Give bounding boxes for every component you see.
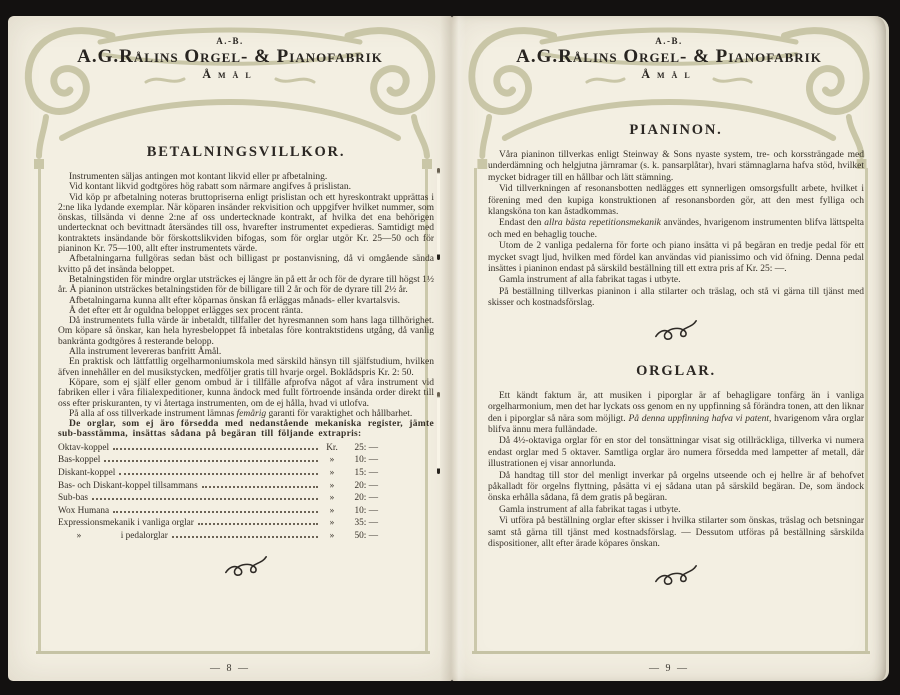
price-list-row — [58, 453, 378, 466]
body-text — [488, 150, 864, 310]
paragraph — [488, 391, 864, 437]
page-number: — 8 — — [210, 663, 250, 674]
dot-leader — [198, 516, 318, 525]
price-currency: » — [329, 518, 335, 529]
company-name: A.G.Rålins Orgel- & Pianofabrik — [516, 46, 822, 67]
paragraph-text: Ett kändt faktum är, att musiken i piporglar är af behagligare tonfärg än i vanliga orgelharmonium, men det har lyckats oss genom en ny uppfinning så förändra tonen, att den liknar den i piporglar så nära som möjligt. — [488, 390, 864, 424]
paragraph: Vid kontant likvid godtgöres hög rabatt som närmare angifves å prislistan. — [69, 182, 351, 193]
price-item-label: » i pedalorglar — [58, 530, 168, 541]
paragraph: Då 4½-oktaviga orglar för en stor del tonsättningar visat sig otillräckliga, tillverka vi numera endast orglar med 5 oktaver. Samtliga orglar äro numera försedda med lampetter af metall, där illustrationen ej visar annorlunda. — [488, 436, 864, 470]
price-list-row — [58, 479, 378, 492]
company-prefix: A.-B. — [216, 36, 244, 46]
price-item-label: Sub-bas — [58, 493, 88, 504]
paragraph: Vi utföra på beställning orglar efter skisser i hvilka stilarter som önskas, träslag och betsningar samt stå gärna till tjänst med kostnadsförslag. — Dessutom utföras på beställning särskilda dispositioner, allt efter ärade köpares önskan. — [488, 516, 864, 549]
calligraphic-flourish-icon — [488, 563, 864, 592]
masthead — [452, 36, 886, 81]
price-item-label: Bas- och Diskant-koppel tillsammans — [58, 480, 198, 491]
body-text — [488, 391, 864, 551]
dot-leader — [104, 453, 318, 462]
price-item-label: Wox Humana — [58, 505, 110, 516]
page-left — [8, 16, 452, 681]
calligraphic-flourish-icon — [488, 318, 864, 347]
price-list-row — [58, 491, 378, 504]
paragraph — [58, 409, 434, 419]
price-item-label: Expressionsmekanik i vanliga orglar — [58, 518, 194, 529]
frame-bottom-rule — [36, 651, 430, 654]
company-city: Åmål — [641, 67, 697, 81]
paragraph: Alla instrument levereras banfritt Åmål. — [69, 347, 222, 358]
frame-side-line — [38, 168, 41, 651]
calligraphic-flourish-icon — [58, 554, 434, 583]
paragraph-text: Endast den — [499, 218, 545, 229]
paragraph-text: , hvarigenom våra orglar blifva ännu mera fulländade. — [488, 413, 864, 435]
price-currency: » — [329, 467, 335, 478]
paragraph: Vid tillverkningen af resonansbotten nedlägges ett synnerligen omsorgsfullt arbete, hvilket i förening med den kupiga konstruktionen af resonansborden gör, att den mest fylliga och klangsköna ton kan åstadkommas. — [488, 184, 864, 218]
paragraph: Köpare, som ej själf eller genom ombud är i tillfälle afprofva något af våra instrument vid fabriken eller i våra filialexpeditioner, kunna ändock med fullt förtroende insända order direkt till oss efter priskuranten, ty vi återtaga instrumenten, om de ej hålla, hvad vi utlofva. — [58, 377, 434, 409]
price-item-label: Diskant-koppel — [58, 467, 116, 478]
paragraph: Vid köp pr afbetalning noteras bruttopriserna enligt prislistan och ett hyreskontrakt upprättas i 2:ne lika lydande exemplar. När köparen insänder rekvisition och uppgifver hvilket nummer, som önskas, tillsända vi denne 2:ne af oss undertecknade kontrakt, af hvilka det ena behörigen undertecknat och bevittnadt återsändes till oss, hvarefter instrumentet expedieras. Samtidigt med kontraktets insändande bör förskottslikviden bifogas, som för orglar utgör Kr. 25—50 och för pianinon Kr. 75—100, allt efter instrumentets värde. — [58, 192, 434, 255]
paragraph: Gamla instrument af alla fabrikat tagas i utbyte. — [499, 275, 681, 286]
paragraph: Våra pianinon tillverkas enligt Steinway & Sons nyaste system, tre- och korssträngade med underdämning och helgjutna järnramar (s. k. pansarplåtar), hvari stämnaglarna hafva stöd, hvilket mycket bidrager till en hållbar och lätt stämning. — [488, 150, 864, 183]
price-list-row — [58, 504, 378, 517]
price-amount: 20: — — [354, 493, 378, 504]
price-list-row — [58, 516, 378, 529]
emphasized-text: femårig — [236, 408, 267, 419]
dot-leader — [113, 441, 318, 450]
paragraph: Betalningstiden för mindre orglar utsträckes ej längre än på ett år och för de dyrare till högst 1½ år. Å pianinon utsträckes betalningstiden för de billigare till 2 år och för de dyrare till 2½ år. — [58, 274, 434, 296]
paragraph-text: garanti för varaktighet och hållbarhet. — [266, 408, 413, 419]
emphasized-text: allra bästa repetitionsmekanik — [544, 218, 661, 229]
company-prefix: A.-B. — [655, 36, 683, 46]
paragraph: På beställning tillverkas pianinon i alla stilarter och träslag, och stå vi gärna till tjänst med skisser och kostnadsförslag. — [488, 286, 864, 309]
price-currency: » — [329, 505, 335, 516]
price-list-intro: De orglar, som ej äro försedda med nedanstående mekaniska register, jämte sub-basstämma, insättas sådana på begäran till följande extrapris: — [58, 419, 434, 440]
paragraph: Instrumenten säljas antingen mot kontant likvid eller pr afbetalning. — [69, 172, 328, 182]
price-amount: 35: — — [354, 518, 378, 529]
page-content — [488, 122, 864, 592]
section-title-orglar: ORGLAR. — [636, 362, 716, 379]
paragraph: Å det efter ett år oguldna beloppet erlägges sex procent ränta. — [69, 305, 303, 316]
price-amount: 10: — — [354, 455, 378, 466]
price-currency: » — [329, 530, 335, 541]
paragraph — [488, 218, 864, 241]
price-amount: 10: — — [354, 505, 378, 516]
paragraph: Gamla instrument af alla fabrikat tagas i utbyte. — [499, 504, 681, 515]
staple — [437, 392, 440, 474]
price-amount: 20: — — [354, 480, 378, 491]
paragraph: Utom de 2 vanliga pedalerna för forte och piano insätta vi på begäran en tredje pedal för ett mycket svagt ljud, hvilken med fördel kan användas vid pianissimo och vid öfning. Denna pedal insättes i pianinon endast på särskild beställning till ett extra pris af Kr. 25: —. — [488, 241, 864, 275]
frame-side-line — [865, 168, 868, 651]
price-currency: Kr. — [326, 442, 338, 453]
price-currency: » — [329, 493, 335, 504]
dot-leader — [113, 504, 318, 513]
emphasized-text: På denna uppfinning hafva vi patent — [628, 413, 770, 424]
extra-price-list — [58, 441, 378, 542]
body-text — [58, 172, 434, 440]
price-amount: 50: — — [354, 530, 378, 541]
dot-leader — [202, 479, 318, 488]
frame-side-line — [474, 168, 477, 651]
section-title-betalningsvillkor: BETALNINGSVILLKOR. — [146, 144, 346, 160]
dot-leader — [172, 529, 318, 538]
price-amount: 25: — — [354, 442, 378, 453]
frame-bottom-rule — [472, 651, 870, 654]
paragraph-text: På alla af oss tillverkade instrument lämnas — [69, 408, 237, 419]
price-list-row — [58, 441, 378, 454]
price-currency: » — [329, 455, 335, 466]
company-name: A.G.Rålins Orgel- & Pianofabrik — [77, 46, 383, 67]
paragraph: Afbetalningarna fullgöras sedan bäst och billigast pr postanvisning, då vi omgående sända kvitto på det insända beloppet. — [58, 254, 434, 275]
binding-fold-shadow — [440, 16, 466, 681]
paragraph: Då instrumentets fulla värde är inbetaldt, tillfaller det hyresmannen som hans laga tillhörighet. Om köpare så önskar, kan hela hyresbeloppet få inbetalas före kontraktstidens utgång, då vanlig bankränta godtgöres å resterande belopp. — [58, 316, 434, 347]
paragraph: Då handtag till stor del menligt inverkar på orgelns utseende och ej hellre är af behofvet påkalladt för orgelns flyttning, påsätta vi ej sådana utan på särskild begäran. De, som ändock önska erhålla sådana, få dem gratis på begäran. — [488, 470, 864, 504]
page-right — [452, 16, 889, 681]
dot-leader — [92, 491, 318, 500]
staple — [437, 168, 440, 260]
masthead — [8, 36, 452, 81]
price-amount: 15: — — [354, 467, 378, 478]
paragraph: Afbetalningarna kunna allt efter köparnas önskan få erläggas månads- eller kvartalsvis. — [69, 295, 401, 306]
section-title-pianinon: PIANINON. — [629, 122, 723, 138]
paragraph-text: användes, hvarigenom instrumenten blifva lättspelta och med en behaglig touche. — [488, 218, 864, 240]
price-item-label: Oktav-koppel — [58, 442, 110, 453]
price-list-row — [58, 529, 378, 542]
price-currency: » — [329, 480, 335, 491]
price-list-row — [58, 466, 378, 479]
paragraph: En praktisk och lättfattlig orgelharmoniumskola med särskild hänsyn till själfstudium, hvilken äfven innehåller en del musikstycken, medföljer gratis till hvarje orgel. Boklådspris Kr. 2: 50. — [58, 357, 434, 378]
dot-leader — [119, 466, 318, 475]
company-city: Åmål — [202, 67, 258, 81]
page-content — [58, 144, 434, 583]
page-number: — 9 — — [649, 663, 689, 674]
price-item-label: Bas-koppel — [58, 455, 101, 466]
